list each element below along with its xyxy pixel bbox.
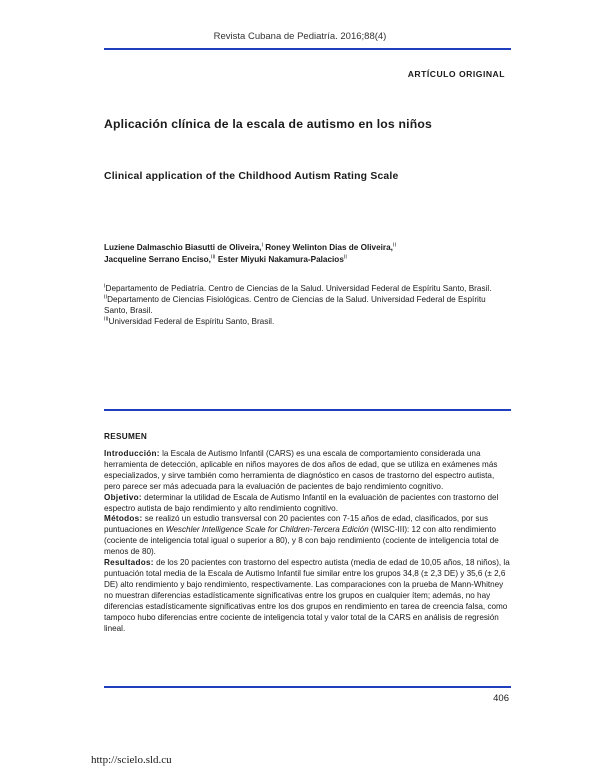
article-type-label: ARTÍCULO ORIGINAL: [407, 69, 505, 79]
author-name: Roney Welinton Dias de Oliveira,: [265, 243, 393, 252]
page-number: 406: [493, 693, 509, 704]
abstract-objective: Objetivo: determinar la utilidad de Escala de Autismo Infantil en la evaluación de pacientes con trastorno del espectro autista de bajo rendimiento y alto rendimiento cognitivo.: [104, 492, 499, 513]
section-label: Objetivo:: [104, 492, 142, 502]
section-label: Métodos:: [104, 514, 143, 524]
author-name: Ester Miyuki Nakamura-Palacios: [217, 255, 344, 264]
title-english: Clinical application of the Childhood Autism Rating Scale: [104, 171, 399, 182]
title-spanish: Aplicación clínica de la escala de autismo en los niños: [104, 117, 432, 131]
header-divider: [104, 48, 511, 50]
section-label: Resultados:: [104, 558, 154, 568]
section-divider: [104, 409, 511, 411]
abstract-results: Resultados: de los 20 pacientes con trastorno del espectro autista (media de edad de 10,05 años, 18 niños), la puntuación total media de la Escala de Autismo Infantil fue similar entre los grupos 34,8 (± 2,3 DE) y 35,6 (± 2,6 DE) alto rendimiento y bajo rendimiento, respectivamente. Las comparaciones con la prueba de Mann-Whitney no muestran diferencias estadísticamente significativas entre los grupos en cualquier ítem; además, no hay diferencias estadísticamente significativas entre los dos grupos en rendimiento en tarea de creencia falsa, como tampoco hubo diferencias entre cociente de inteligencia total y valor total de la CARS en análisis de regresión lineal.: [104, 558, 510, 633]
author-name: Jacqueline Serrano Enciso,: [104, 255, 211, 264]
footer-divider: [104, 686, 511, 688]
author-affil-mark: I: [261, 242, 263, 249]
affiliation-item: $^I$Departamento de Pediatría. Centro de Ciencias de la Salud. Universidad Federal de Espíritu Santo, Brasil.: [104, 283, 492, 293]
affiliations: [104, 283, 509, 327]
author-affil-mark: II: [343, 254, 347, 261]
journal-header: Revista Cubana de Pediatría. 2016;88(4): [213, 31, 387, 42]
author-list: [104, 242, 509, 266]
section-label: Introducción:: [104, 449, 160, 458]
abstract-body: [104, 449, 511, 634]
author-affil-mark: II: [392, 242, 397, 249]
affiliation-item: $^{III}$Universidad Federal de Espíritu Santo, Brasil.: [104, 316, 275, 326]
abstract-methods: Métodos: se realizó un estudio transversal con 20 pacientes con 7-15 años de edad, clasificados, por sus puntuaciones en Weschler Intelligence Scale for Children-Tercera Edición (WISC-III): 12 con alto rendimiento (cociente de inteligencia total igual o superior a 80), y 8 con bajo rendimiento (cociente de inteligencia total de menos de 80).: [104, 514, 499, 557]
abstract-heading: RESUMEN: [104, 432, 148, 441]
source-url[interactable]: http://scielo.sld.cu: [91, 754, 172, 766]
abstract-introduction: Introducción: la Escala de Autismo Infantil (CARS) es una escala de comportamiento considerada una herramienta de detección, aplicable en niños mayores de dos años de edad, que se utiliza en exámenes más especializados, y sirve también como herramienta de diagnóstico en casos de trastorno del espectro autista, pero parece ser más adecuada para la evaluación de pacientes de bajo rendimiento cognitivo.: [104, 449, 498, 491]
author-affil-mark: III: [210, 254, 216, 261]
affiliation-item: $^{II}$Departamento de Ciencias Fisiológicas. Centro de Ciencias de la Salud. Universidad Federal de Espíritu Santo, Brasil.: [104, 294, 486, 315]
author-name: Luziene Dalmaschio Biasutti de Oliveira,: [104, 243, 262, 252]
